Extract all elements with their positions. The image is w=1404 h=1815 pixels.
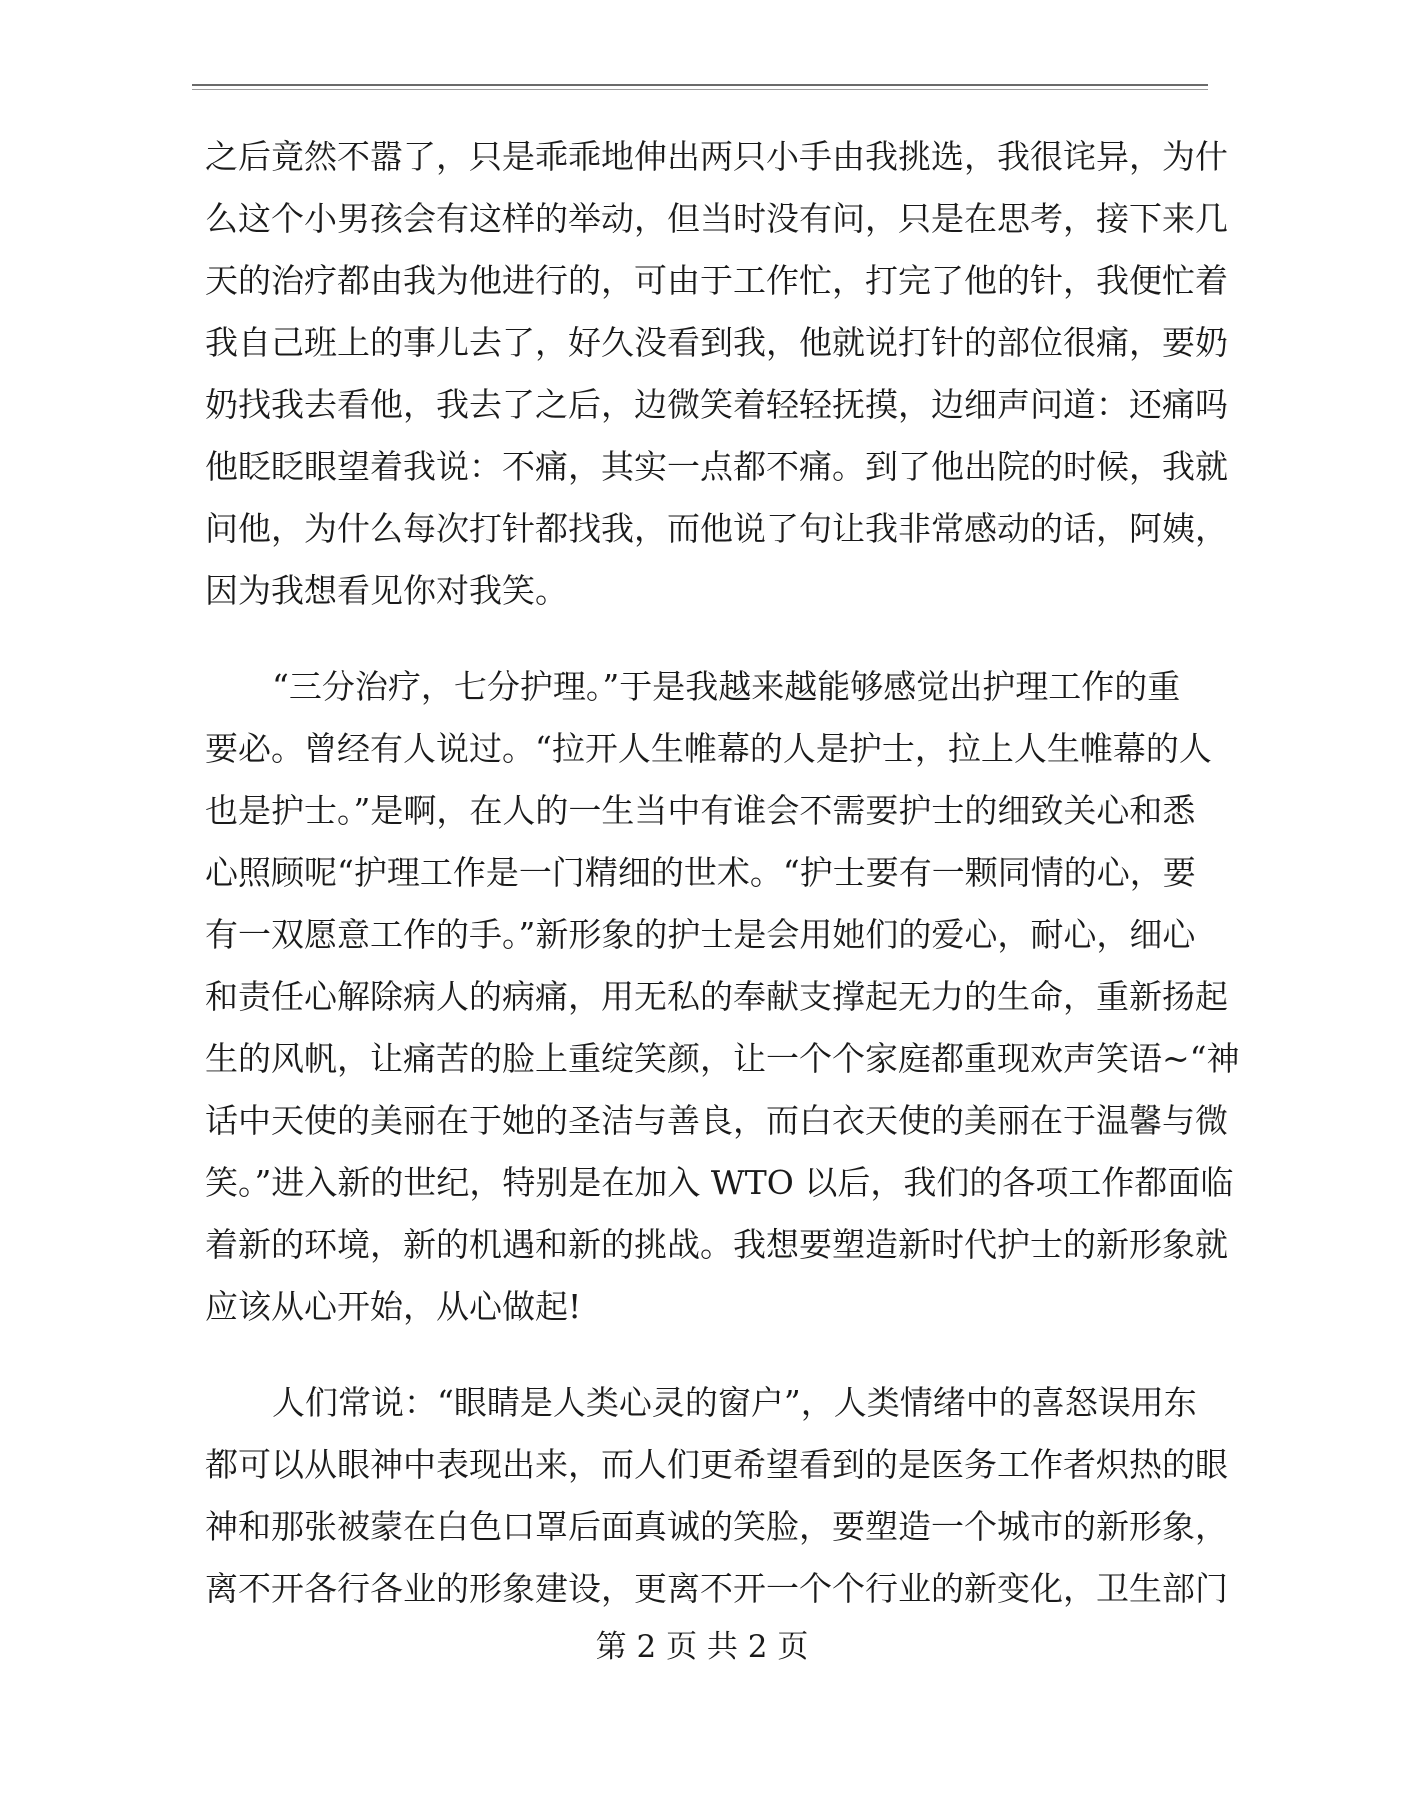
text-line: 都可以从眼神中表现出来，而人们更希望看到的是医务工作者炽热的眼	[205, 1445, 1228, 1484]
paragraph-gap	[205, 1338, 1235, 1372]
text-line: 奶找我去看他，我去了之后，边微笑着轻轻抚摸，边细声问道：还痛吗	[205, 385, 1228, 424]
text-line: 心照顾呢“护理工作是一门精细的世术。“护士要有一颗同情的心，要	[205, 853, 1196, 892]
text-line: 也是护士。”是啊，在人的一生当中有谁会不需要护士的细致关心和悉	[205, 791, 1196, 830]
text-line: 要必。曾经有人说过。“拉开人生帷幕的人是护士，拉上人生帷幕的人	[205, 729, 1212, 768]
text-line: 生的风帆，让痛苦的脸上重绽笑颜，让一个个家庭都重现欢声笑语~“神	[205, 1039, 1240, 1078]
text-line: “三分治疗，七分护理。”于是我越来越能够感觉出护理工作的重	[272, 667, 1181, 706]
text-line: 应该从心开始，从心做起!	[205, 1287, 582, 1326]
text-line: 和责任心解除病人的病痛，用无私的奉献支撑起无力的生命，重新扬起	[205, 977, 1228, 1016]
paragraph-1	[205, 126, 1235, 622]
text-line: 神和那张被蒙在白色口罩后面真诚的笑脸，要塑造一个城市的新形象，	[205, 1507, 1228, 1546]
text-line: 么这个小男孩会有这样的举动，但当时没有问，只是在思考，接下来几	[205, 199, 1228, 238]
text-line: 有一双愿意工作的手。”新形象的护士是会用她们的爱心，耐心，细心	[205, 915, 1196, 954]
header-rule	[192, 84, 1208, 90]
page-footer: 第 2 页 共 2 页	[595, 1629, 809, 1665]
text-line: 人们常说：“眼睛是人类心灵的窗户”，人类情绪中的喜怒误用东	[272, 1383, 1197, 1422]
text-line: 着新的环境，新的机遇和新的挑战。我想要塑造新时代护士的新形象就	[205, 1225, 1228, 1264]
paragraph-3	[205, 1372, 1235, 1620]
text-line: 之后竟然不嚣了，只是乖乖地伸出两只小手由我挑选，我很诧异，为什	[205, 137, 1228, 176]
paragraph-2	[205, 656, 1240, 1338]
paragraph-gap	[205, 622, 1235, 656]
text-line: 笑。”进入新的世纪，特别是在加入 WTO 以后，我们的各项工作都面临	[205, 1163, 1234, 1202]
text-line: 离不开各行各业的形象建设，更离不开一个个行业的新变化，卫生部门	[205, 1569, 1228, 1608]
text-line: 他眨眨眼望着我说：不痛，其实一点都不痛。到了他出院的时候，我就	[205, 447, 1228, 486]
text-line: 话中天使的美丽在于她的圣洁与善良，而白衣天使的美丽在于温馨与微	[205, 1101, 1228, 1140]
page-body	[205, 126, 1240, 1620]
text-line: 问他，为什么每次打针都找我，而他说了句让我非常感动的话，阿姨，	[205, 509, 1228, 548]
text-line: 天的治疗都由我为他进行的，可由于工作忙，打完了他的针，我便忙着	[205, 261, 1228, 300]
text-line: 因为我想看见你对我笑。	[205, 571, 568, 610]
text-line: 我自己班上的事儿去了，好久没看到我，他就说打针的部位很痛，要奶	[205, 323, 1228, 362]
